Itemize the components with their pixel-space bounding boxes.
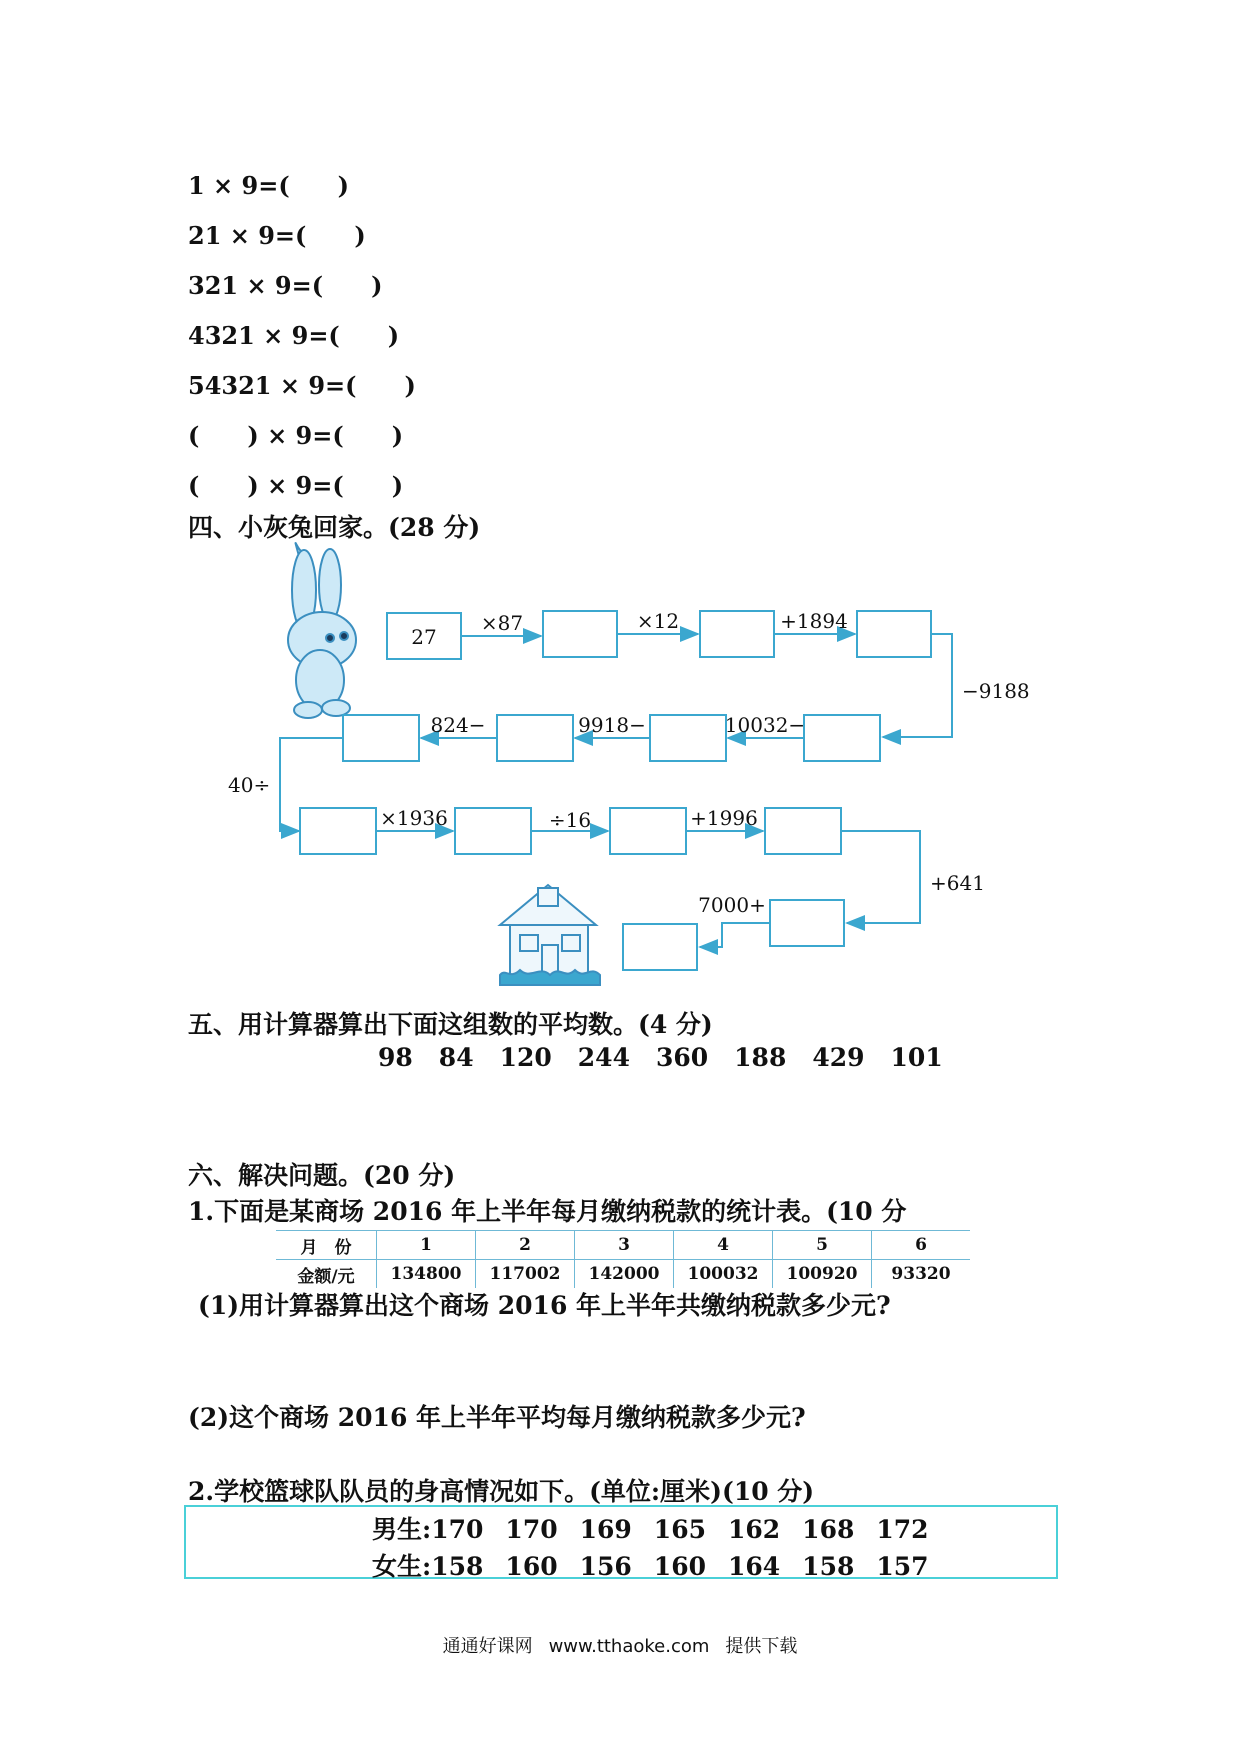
boys-heights-row	[372, 1510, 929, 1546]
op-r2-2: 9918−	[578, 713, 646, 737]
question1-sub1: (1)用计算器算出这个商场 2016 年上半年共缴纳税款多少元?	[198, 1291, 891, 1320]
page-footer	[0, 1632, 1240, 1658]
number-item: 120	[499, 1043, 552, 1072]
equation-7: ( ) × 9=( )	[188, 471, 404, 500]
table-cell: 5	[773, 1231, 872, 1260]
section6-heading: 六、解决问题。(20 分)	[188, 1161, 456, 1190]
table-cell: 4	[674, 1231, 773, 1260]
equation-1: 1 × 9=( )	[188, 171, 350, 200]
equation-4: 4321 × 9=( )	[188, 321, 400, 350]
height-value: 165	[653, 1515, 706, 1544]
table-cell: 117002	[476, 1260, 575, 1289]
op-right-1: −9188	[962, 679, 1030, 703]
height-value: 162	[727, 1515, 781, 1544]
flow-box-r2-2	[650, 715, 726, 761]
height-value: 168	[802, 1515, 855, 1544]
equation-6: ( ) × 9=( )	[188, 421, 404, 450]
house-icon	[500, 885, 600, 985]
number-item: 98	[378, 1043, 413, 1072]
height-value: 170	[431, 1515, 484, 1544]
height-value: 160	[653, 1552, 706, 1581]
table-cell: 金额/元	[297, 1266, 355, 1287]
height-value: 172	[876, 1515, 929, 1544]
flow-box-r2-3	[497, 715, 573, 761]
height-value: 156	[579, 1552, 632, 1581]
question1-title: 1.下面是某商场 2016 年上半年每月缴纳税款的统计表。(10 分	[188, 1197, 907, 1226]
op-r1-3: +1894	[780, 609, 848, 633]
flow-box-r3-3	[610, 808, 686, 854]
table-cell: 6	[872, 1231, 971, 1260]
number-item: 101	[890, 1043, 943, 1072]
footer-url[interactable]: www.tthaoke.com	[548, 1636, 710, 1657]
flow-box-r2-4	[343, 715, 419, 761]
footer-action: 提供下载	[725, 1636, 798, 1657]
flow-box-r1-3	[700, 611, 774, 657]
table-cell: 100032	[674, 1260, 773, 1289]
height-value: 158	[431, 1552, 484, 1581]
table-cell: 134800	[377, 1260, 476, 1289]
girls-heights-row	[372, 1547, 929, 1583]
flow-box-r3-1	[300, 808, 376, 854]
op-r2-3: 824−	[430, 713, 486, 737]
table-row	[276, 1260, 970, 1289]
op-r3-2: ÷16	[548, 808, 592, 832]
equation-3: 321 × 9=( )	[188, 271, 383, 300]
tax-table	[276, 1230, 970, 1288]
table-cell: 100920	[773, 1260, 872, 1289]
section5-heading: 五、用计算器算出下面这组数的平均数。(4 分)	[188, 1010, 713, 1039]
flow-box-r3-4	[765, 808, 841, 854]
op-r1-2: ×12	[636, 609, 680, 633]
op-left: 40÷	[228, 773, 271, 797]
table-cell: 142000	[575, 1260, 674, 1289]
table-cell: 3	[575, 1231, 674, 1260]
number-item: 188	[734, 1043, 787, 1072]
start-value: 27	[411, 625, 437, 649]
op-r2-1: 10032−	[724, 713, 806, 737]
average-numbers	[378, 1043, 969, 1072]
table-cell: 93320	[872, 1260, 971, 1289]
flow-box-r4-1	[770, 900, 844, 946]
footer-site-name: 通通好课网	[442, 1636, 533, 1657]
op-last: 7000+	[698, 893, 766, 917]
number-item: 84	[438, 1043, 474, 1072]
height-value: 169	[579, 1515, 632, 1544]
table-row	[276, 1231, 970, 1260]
op-right-2: +641	[930, 871, 985, 895]
table-cell: 月 份	[276, 1231, 377, 1260]
question1-sub2: (2)这个商场 2016 年上半年平均每月缴纳税款多少元?	[188, 1403, 806, 1432]
equation-2: 21 × 9=( )	[188, 221, 366, 250]
height-value: 158	[802, 1552, 855, 1581]
number-item: 360	[655, 1043, 709, 1072]
question2-title: 2.学校篮球队队员的身高情况如下。(单位:厘米)(10 分)	[188, 1477, 815, 1506]
section4-heading: 四、小灰兔回家。(28 分)	[188, 513, 481, 542]
number-item: 429	[812, 1043, 865, 1072]
number-item: 244	[577, 1043, 630, 1072]
height-value: 157	[876, 1552, 929, 1581]
table-cell: 2	[476, 1231, 575, 1260]
flow-box-r1-4	[857, 611, 931, 657]
height-value: 164	[727, 1552, 781, 1581]
height-value: 170	[505, 1515, 558, 1544]
equation-5: 54321 × 9=( )	[188, 371, 416, 400]
girls-label: 女生:	[372, 1552, 432, 1581]
flow-box-r3-2	[455, 808, 531, 854]
op-r3-3: +1996	[690, 806, 758, 830]
bunny-icon	[288, 543, 356, 718]
boys-label: 男生:	[372, 1515, 432, 1544]
op-r1-1: ×87	[480, 611, 524, 635]
height-value: 160	[505, 1552, 558, 1581]
table-cell: 1	[377, 1231, 476, 1260]
flow-box-r1-2	[543, 611, 617, 657]
flow-box-r2-1	[804, 715, 880, 761]
flow-box-end	[623, 924, 697, 970]
op-r3-1: ×1936	[380, 806, 448, 830]
